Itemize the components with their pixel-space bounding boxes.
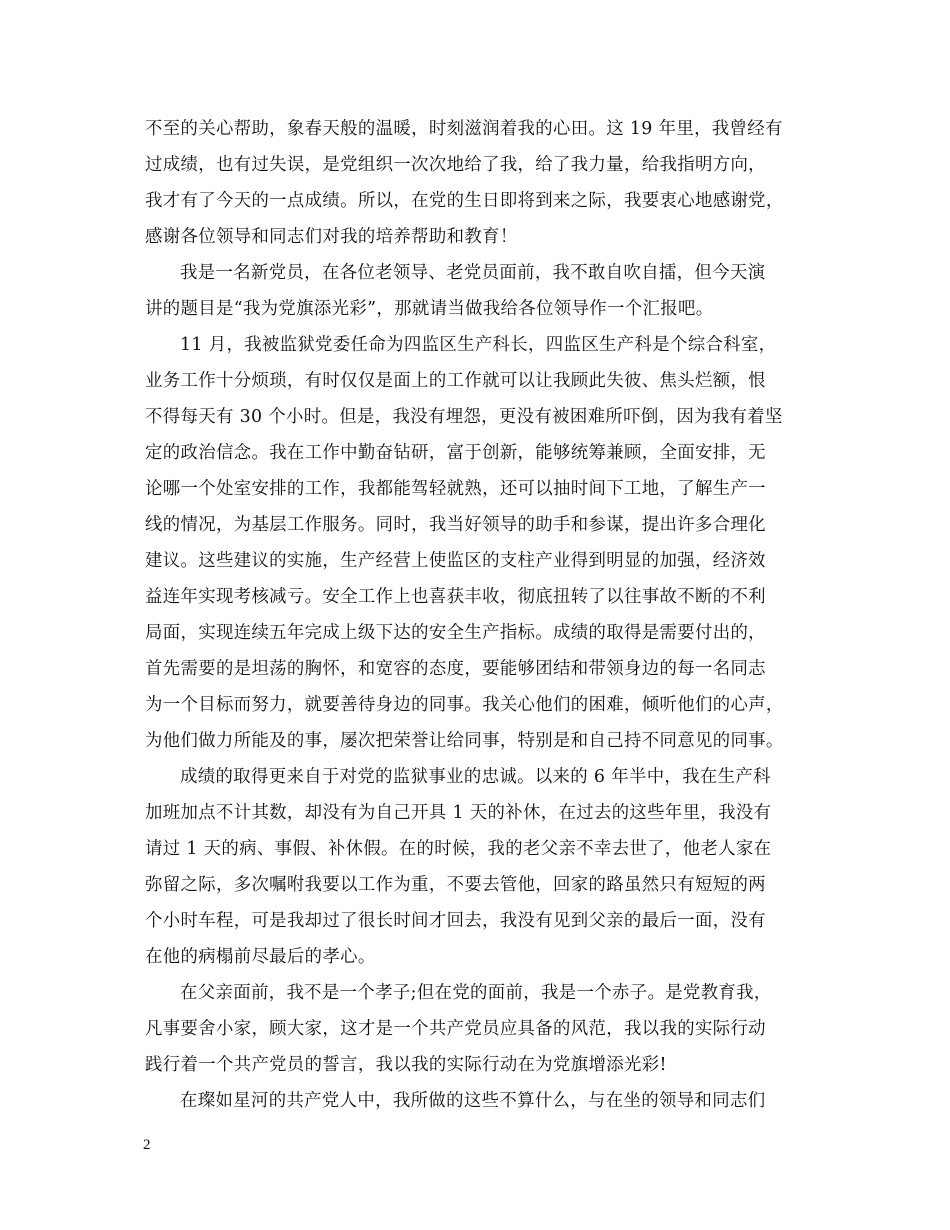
paragraph-first-line: 在父亲面前，我不是一个孝子;但在党的面前，我是一个赤子。是党教育我， xyxy=(180,983,772,1003)
text-line: 过成绩，也有过失误，是党组织一次次地给了我，给了我力量，给我指明方向， xyxy=(145,155,766,175)
text-line: 益连年实现考核减亏。安全工作上也喜获丰收，彻底扭转了以往事故不断的不利 xyxy=(145,587,766,607)
text-line: 凡事要舍小家，顾大家，这才是一个共产党员应具备的风范，我以我的实际行动 xyxy=(145,1019,766,1039)
paragraph-first-line: 成绩的取得更来自于对党的监狱事业的忠诚。以来的 6 年半中，我在生产科 xyxy=(180,767,771,787)
text-line: 讲的题目是“我为党旗添光彩”，那就请当做我给各位领导作一个汇报吧。 xyxy=(145,299,714,319)
text-line: 践行着一个共产党员的誓言，我以我的实际行动在为党旗增添光彩! xyxy=(145,1055,667,1075)
paragraph-first-line: 11 月，我被监狱党委任命为四监区生产科长，四监区生产科是个综合科室， xyxy=(180,335,777,355)
text-line: 建议。这些建议的实施，生产经营上使监区的支柱产业得到明显的加强，经济效 xyxy=(145,551,766,571)
text-line: 首先需要的是坦荡的胸怀，和宽容的态度，要能够团结和带领身边的每一名同志 xyxy=(145,659,766,679)
text-line: 不得每天有 30 个小时。但是，我没有埋怨，更没有被困难所吓倒，因为我有着坚 xyxy=(145,407,783,427)
text-line: 加班加点不计其数，却没有为自己开具 1 天的补休，在过去的这些年里，我没有 xyxy=(145,803,772,823)
text-line: 感谢各位领导和同志们对我的培养帮助和教育！ xyxy=(145,227,518,247)
text-line: 请过 1 天的病、事假、补休假。在的时候，我的老父亲不幸去世了，他老人家在 xyxy=(145,839,772,859)
text-line: 线的情况，为基层工作服务。同时，我当好领导的助手和参谋，提出许多合理化 xyxy=(145,515,766,535)
text-line: 论哪一个处室安排的工作，我都能驾轻就熟，还可以抽时间下工地，了解生产一 xyxy=(145,479,766,499)
text-line: 个小时车程，可是我却过了很长时间才回去，我没有见到父亲的最后一面，没有 xyxy=(145,911,766,931)
text-line: 局面，实现连续五年完成上级下达的安全生产指标。成绩的取得是需要付出的， xyxy=(145,623,766,643)
text-line: 业务工作十分烦琐，有时仅仅是面上的工作就可以让我顾此失彼、焦头烂额，恨 xyxy=(145,371,766,391)
text-line: 弥留之际，多次嘱咐我要以工作为重，不要去管他，回家的路虽然只有短短的两 xyxy=(145,875,766,895)
paragraph-first-line: 我是一名新党员，在各位老领导、老党员面前，我不敢自吹自擂，但今天演 xyxy=(180,263,766,283)
paragraph-first-line: 在璨如星河的共产党人中，我所做的这些不算什么，与在坐的领导和同志们 xyxy=(180,1091,766,1111)
text-line: 在他的病榻前尽最后的孝心。 xyxy=(145,947,376,967)
text-line: 定的政治信念。我在工作中勤奋钻研，富于创新，能够统筹兼顾，全面安排，无 xyxy=(145,443,766,463)
text-line: 为他们做力所能及的事，屡次把荣誉让给同事，特别是和自己持不同意见的同事。 xyxy=(145,731,784,751)
text-line: 不至的关心帮助，象春天般的温暖，时刻滋润着我的心田。这 19 年里，我曾经有 xyxy=(145,119,783,139)
page-number: 2 xyxy=(143,1137,151,1153)
text-line: 我才有了今天的一点成绩。所以，在党的生日即将到来之际，我要衷心地感谢党， xyxy=(145,191,784,211)
text-line: 为一个目标而努力，就要善待身边的同事。我关心他们的困难，倾听他们的心声， xyxy=(145,695,784,715)
